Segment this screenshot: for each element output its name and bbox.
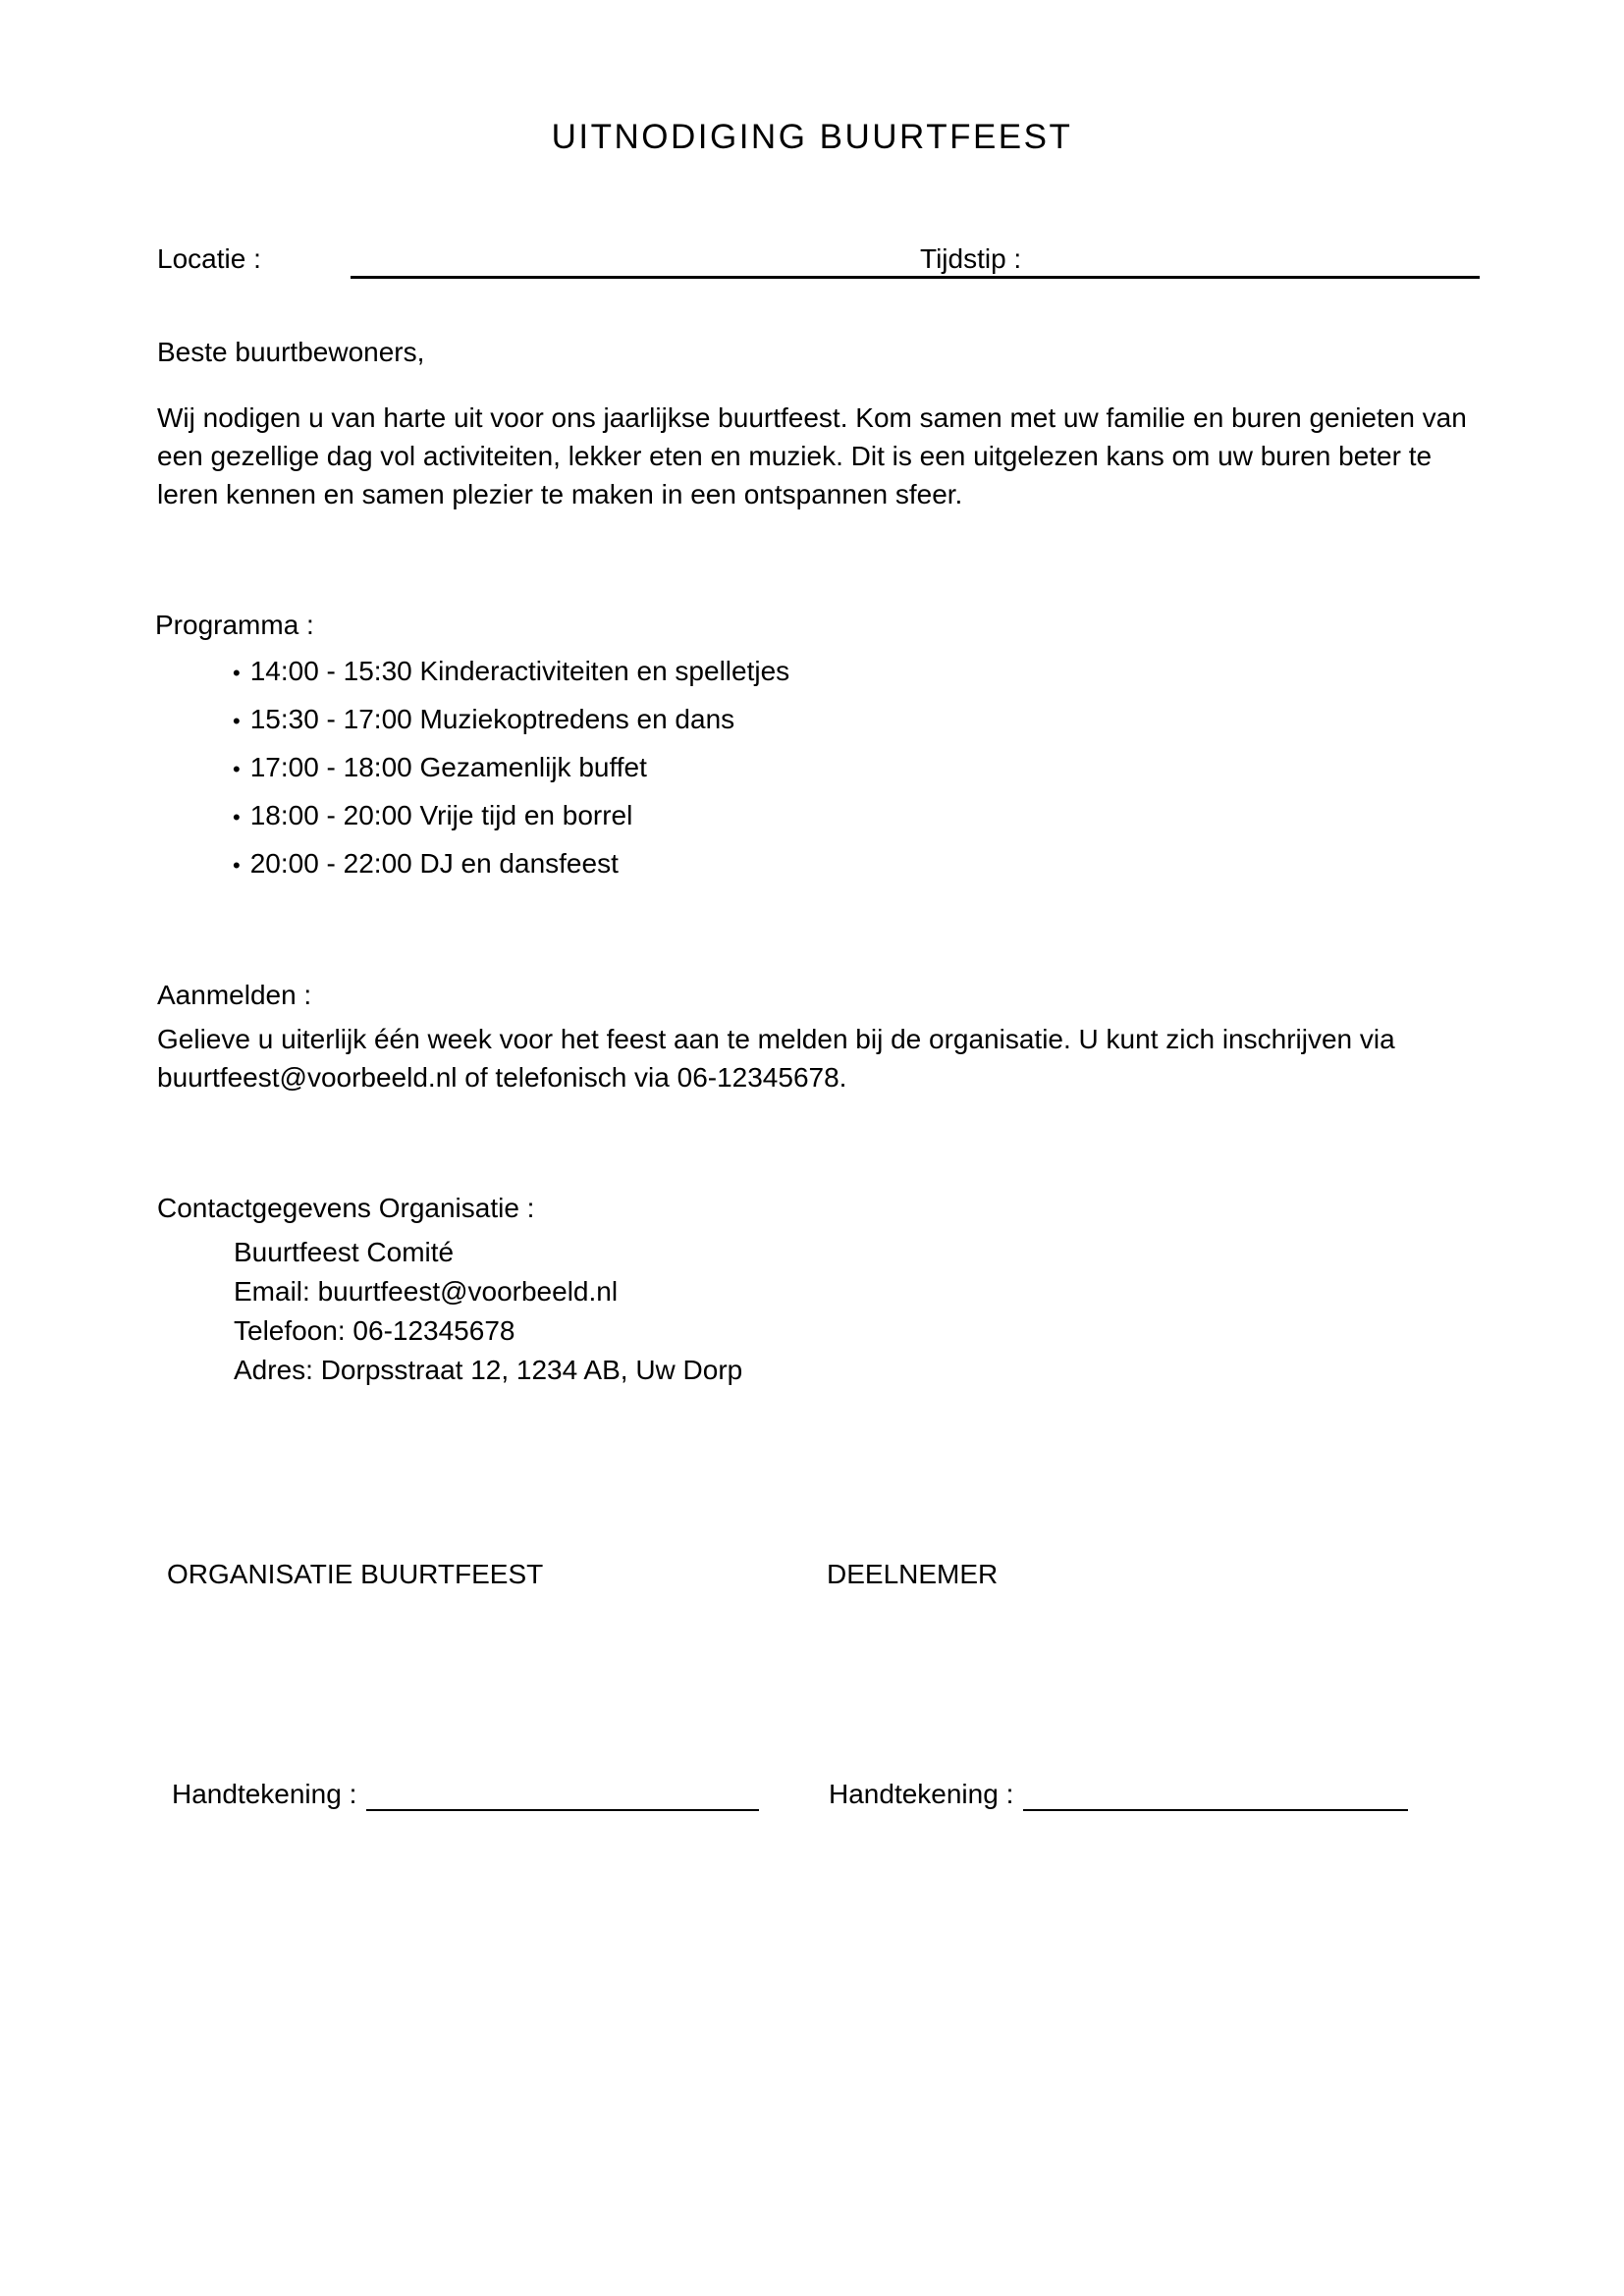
program-item-text: 17:00 - 18:00 Gezamenlijk buffet — [249, 752, 647, 782]
intro-paragraph: Wij nodigen u van harte uit voor ons jaarlijkse buurtfeest. Kom samen met uw familie en buren genieten van een gezellige dag vol activiteiten, lekker eten en muziek. Dit is een uitgelezen kans om uw buren beter te leren kennen en samen plezier te maken in een ontspannen sfeer. — [157, 402, 1467, 509]
location-label: Locatie : — [157, 243, 261, 274]
signature-line — [366, 1809, 759, 1811]
time-label: Tijdstip : — [920, 243, 1022, 274]
contact-phone: Telefoon: 06-12345678 — [234, 1315, 515, 1346]
signup-paragraph: Gelieve u uiterlijk één week voor het feest aan te melden bij de organisatie. U kunt zich inschrijven via buurtfeest@voorbeeld.nl of telefonisch via 06-12345678. — [157, 1024, 1395, 1093]
program-item-text: 15:30 - 17:00 Muziekoptredens en dans — [249, 704, 735, 734]
bullet-icon: • — [233, 709, 241, 733]
program-item — [233, 792, 789, 840]
contact-list — [234, 1233, 742, 1390]
bullet-icon: • — [233, 757, 241, 781]
program-item — [233, 648, 789, 696]
signature-label: Handtekening : — [172, 1779, 357, 1809]
signature-label: Handtekening : — [829, 1779, 1014, 1809]
program-item-text: 18:00 - 20:00 Vrije tijd en borrel — [249, 800, 633, 830]
program-list — [233, 648, 789, 888]
right-signature-block — [829, 1778, 1408, 1811]
bullet-icon: • — [233, 661, 241, 685]
greeting: Beste buurtbewoners, — [157, 337, 425, 367]
document-title: UITNODIGING BUURTFEEST — [551, 118, 1073, 156]
signup-heading: Aanmelden : — [157, 980, 312, 1010]
program-item — [233, 840, 789, 888]
program-heading: Programma : — [155, 610, 314, 640]
program-item-text: 20:00 - 22:00 DJ en dansfeest — [249, 848, 619, 879]
bullet-icon: • — [233, 853, 241, 878]
contact-organization-name: Buurtfeest Comité — [234, 1237, 455, 1267]
signature-line — [1023, 1809, 1408, 1811]
bullet-icon: • — [233, 805, 241, 829]
right-party-name: DEELNEMER — [827, 1559, 999, 1589]
contact-address: Adres: Dorpsstraat 12, 1234 AB, Uw Dorp — [234, 1355, 743, 1385]
left-signature-block — [172, 1778, 759, 1811]
contact-email: Email: buurtfeest@voorbeeld.nl — [234, 1276, 619, 1307]
program-item-text: 14:00 - 15:30 Kinderactiviteiten en spelletjes — [249, 656, 790, 686]
contact-heading: Contactgegevens Organisatie : — [157, 1193, 535, 1223]
location-time-fill-line — [351, 276, 1480, 279]
program-item — [233, 696, 789, 744]
left-party-name: ORGANISATIE BUURTFEEST — [167, 1559, 544, 1589]
program-item — [233, 744, 789, 792]
